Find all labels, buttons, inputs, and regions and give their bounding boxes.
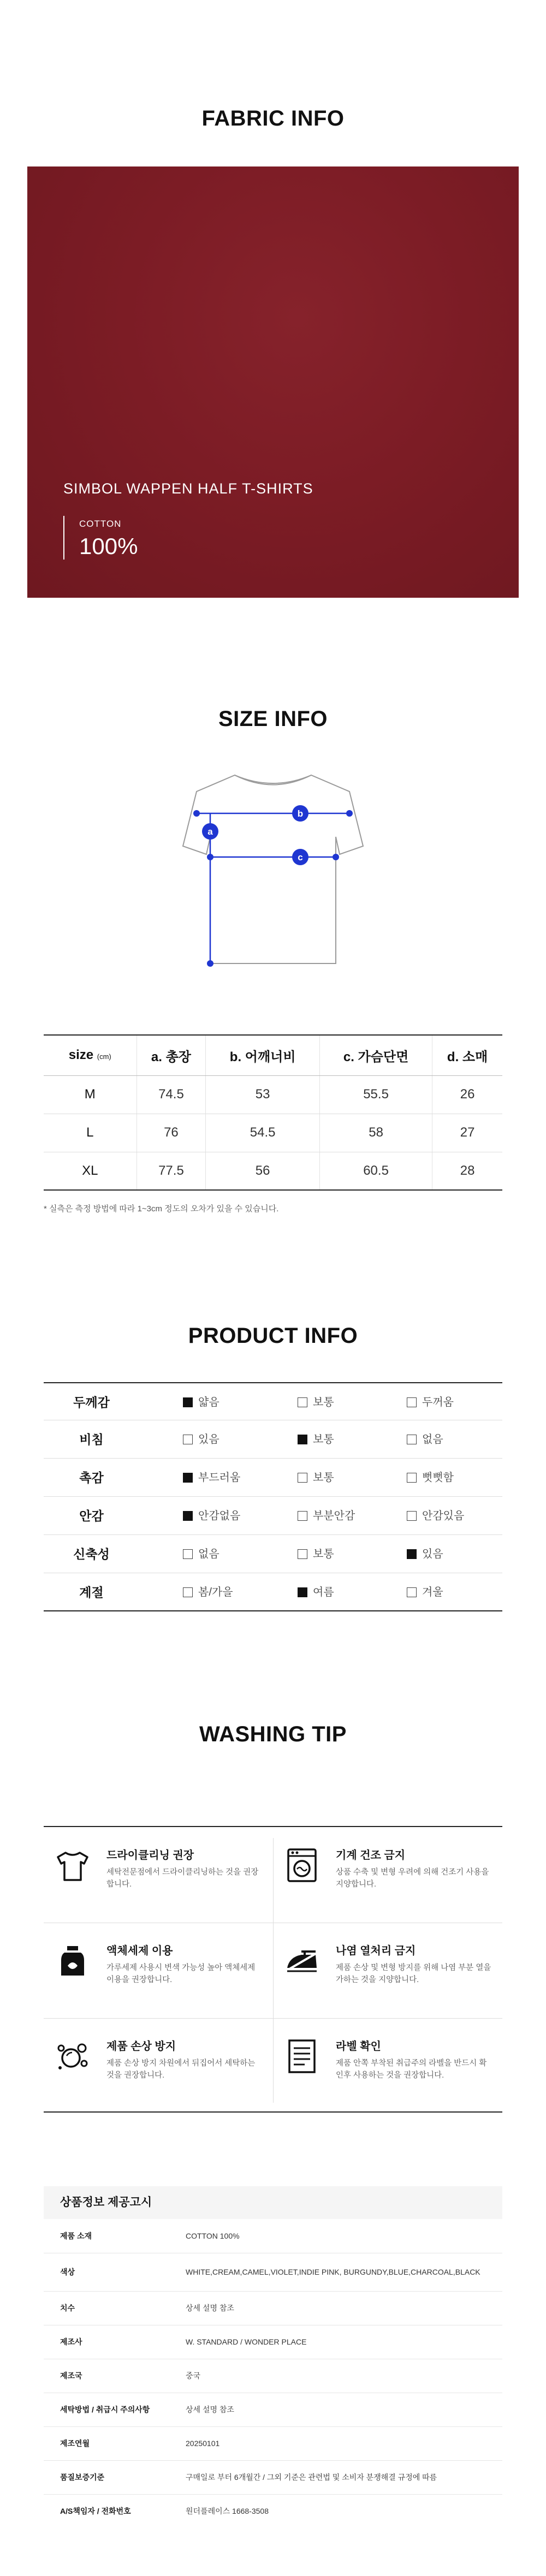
- size-cell: L: [44, 1114, 136, 1152]
- unchecked-box-icon: [407, 1473, 417, 1483]
- washing-tip-title: 라벨 확인: [336, 2040, 381, 2053]
- washing-tip-title: 기계 건조 금지: [336, 1849, 406, 1861]
- column-header: a. 총장: [136, 1035, 206, 1075]
- washing-tip-item: [273, 1827, 502, 1923]
- product-info-option: [298, 1383, 334, 1421]
- washing-tip-item: [44, 1827, 273, 1923]
- notice-key: 치수: [44, 2291, 186, 2325]
- table-row: [44, 2460, 502, 2494]
- table-row: [44, 2219, 502, 2253]
- fabric-material-value: 100%: [79, 533, 138, 559]
- product-info-row: [44, 1535, 502, 1573]
- option-label: 겨울: [422, 1586, 443, 1598]
- notice-value: 원더플레이스 1668-3508: [186, 2507, 269, 2516]
- value-cell: 26: [432, 1075, 502, 1114]
- bubbles-icon: [54, 2037, 92, 2075]
- checked-box-icon: [183, 1397, 193, 1407]
- washing-tip-item: [44, 1923, 273, 2018]
- tshirt-icon: [54, 1846, 92, 1884]
- product-info-option: [183, 1459, 240, 1497]
- product-info-title: PRODUCT INFO: [188, 1324, 358, 1348]
- notice-value: WHITE,CREAM,CAMEL,VIOLET,INDIE PINK, BURGUNDY,BLUE,CHARCOAL,BLACK: [186, 2253, 502, 2291]
- product-notice-table: [44, 2219, 502, 2528]
- washing-tip-item: [273, 1923, 502, 2018]
- option-label: 보통: [313, 1396, 334, 1408]
- product-info-option: [298, 1497, 355, 1535]
- option-label: 여름: [313, 1586, 334, 1598]
- document-icon: [283, 2037, 321, 2075]
- notice-key: 색상: [44, 2253, 186, 2291]
- checked-box-icon: [183, 1511, 193, 1521]
- option-label: 안감있음: [422, 1510, 465, 1522]
- product-info-name: 계절: [79, 1585, 104, 1599]
- fabric-material-label: COTTON: [79, 519, 122, 529]
- washing-tip-title: WASHING TIP: [199, 1722, 347, 1746]
- unchecked-box-icon: [407, 1587, 417, 1597]
- product-info-row: [44, 1420, 502, 1459]
- value-cell: 77.5: [136, 1152, 206, 1190]
- notice-title: 상품정보 제공고시: [44, 2186, 502, 2219]
- product-info-option: [298, 1535, 334, 1573]
- product-info-option: [298, 1573, 334, 1611]
- tshirt-size-diagram: [169, 762, 377, 969]
- unchecked-box-icon: [298, 1549, 307, 1559]
- value-cell: 58: [319, 1114, 432, 1152]
- table-row: [44, 1075, 502, 1114]
- washing-tip-grid: [44, 1826, 502, 2113]
- washing-tip-desc: 가루세제 사용시 변색 가능성 높아 액체세제 이용을 권장합니다.: [106, 1964, 256, 1985]
- unchecked-box-icon: [407, 1435, 417, 1444]
- option-label: 두꺼움: [422, 1396, 454, 1408]
- product-info-option: [407, 1497, 464, 1535]
- size-header-unit: (cm): [97, 1052, 111, 1061]
- notice-key: 품질보증기준: [44, 2460, 186, 2494]
- product-info-row: [44, 1573, 502, 1611]
- checked-box-icon: [298, 1587, 307, 1597]
- product-info-row: [44, 1497, 502, 1535]
- unchecked-box-icon: [183, 1549, 193, 1559]
- notice-key: 제조국: [44, 2359, 186, 2393]
- value-cell: 27: [432, 1114, 502, 1152]
- notice-value: 구매일로 부터 6개월간 / 그외 기준은 관련법 및 소비자 분쟁해결 규정에 따름: [186, 2460, 502, 2494]
- checked-box-icon: [298, 1435, 307, 1444]
- washing-tip-desc: 제품 안쪽 부착된 취급주의 라벨을 반드시 확인후 사용하는 것을 권장합니다.: [336, 2059, 487, 2080]
- unchecked-box-icon: [407, 1511, 417, 1521]
- size-info-title: SIZE INFO: [218, 707, 328, 731]
- notice-value: W. STANDARD / WONDER PLACE: [186, 2325, 502, 2359]
- iron-icon: [283, 1942, 321, 1980]
- product-info-name: 신축성: [73, 1547, 110, 1561]
- washing-tip-item: [44, 2018, 273, 2114]
- option-label: 안감없음: [198, 1510, 241, 1522]
- option-label: 얇음: [198, 1396, 219, 1408]
- product-info-table: [44, 1382, 502, 1611]
- value-cell: 74.5: [136, 1075, 206, 1114]
- option-label: 있음: [422, 1548, 443, 1560]
- product-info-option: [407, 1573, 443, 1611]
- size-cell: XL: [44, 1152, 136, 1190]
- checked-box-icon: [407, 1549, 417, 1559]
- product-info-option: [298, 1420, 334, 1459]
- value-cell: 55.5: [319, 1075, 432, 1114]
- washing-tip-item: [273, 2018, 502, 2114]
- option-label: 있음: [198, 1433, 219, 1445]
- notice-key: 제조사: [44, 2325, 186, 2359]
- table-row: [44, 1114, 502, 1152]
- size-table-header: [44, 1035, 502, 1075]
- notice-value: 상세 설명 참조: [186, 2291, 502, 2325]
- value-cell: 28: [432, 1152, 502, 1190]
- product-info-row: [44, 1382, 502, 1420]
- product-info-name: 두께감: [73, 1395, 110, 1409]
- fabric-swatch: [27, 166, 519, 598]
- product-info-option: [183, 1420, 219, 1459]
- product-info-option: [407, 1420, 443, 1459]
- product-info-option: [407, 1459, 454, 1497]
- washing-tip-title: 나염 열처리 금지: [336, 1945, 416, 1957]
- notice-key: 세탁방법 / 취급시 주의사항: [44, 2393, 186, 2426]
- size-header: [44, 1035, 136, 1075]
- washing-tip-desc: 세탁전문점에서 드라이클리닝하는 것을 권장합니다.: [106, 1868, 259, 1889]
- column-header: b. 어깨너비: [206, 1035, 320, 1075]
- value-cell: 60.5: [319, 1152, 432, 1190]
- option-label: 부분안감: [313, 1510, 355, 1522]
- unchecked-box-icon: [298, 1473, 307, 1483]
- unchecked-box-icon: [298, 1511, 307, 1521]
- value-cell: 54.5: [206, 1114, 320, 1152]
- column-header: d. 소매: [432, 1035, 502, 1075]
- notice-value: 20250101: [186, 2426, 502, 2460]
- marker-c-label: c: [298, 852, 303, 862]
- product-info-option: [183, 1535, 219, 1573]
- marker-a-label: a: [207, 826, 213, 837]
- notice-key: 제품 소재: [44, 2219, 186, 2253]
- value-cell: 76: [136, 1114, 206, 1152]
- option-label: 뻣뻣함: [422, 1472, 454, 1484]
- table-row: [44, 2494, 502, 2528]
- value-cell: 53: [206, 1075, 320, 1114]
- washing-tip-title: 액체세제 이용: [106, 1945, 173, 1957]
- fabric-product-name: SIMBOL WAPPEN HALF T-SHIRTS: [63, 480, 313, 497]
- washing-tip-title: 제품 손상 방지: [106, 2040, 176, 2053]
- product-info-option: [407, 1535, 443, 1573]
- option-label: 보통: [313, 1472, 334, 1484]
- checked-box-icon: [183, 1473, 193, 1483]
- table-row: [44, 2253, 502, 2291]
- unchecked-box-icon: [298, 1397, 307, 1407]
- unchecked-box-icon: [407, 1397, 417, 1407]
- notice-value: 상세 설명 참조: [186, 2393, 502, 2426]
- column-header: c. 가슴단면: [319, 1035, 432, 1075]
- notice-value: COTTON 100%: [186, 2219, 502, 2253]
- table-row: [44, 2325, 502, 2359]
- notice-value: 중국: [186, 2359, 502, 2393]
- size-cell: M: [44, 1075, 136, 1114]
- size-note: * 실측은 측정 방법에 따라 1~3cm 정도의 오차가 있을 수 있습니다.: [44, 1204, 279, 1213]
- product-info-row: [44, 1459, 502, 1497]
- product-info-name: 안감: [79, 1509, 104, 1523]
- washing-tip-desc: 제품 손상 방지 차원에서 뒤집어서 세탁하는 것을 권장합니다.: [106, 2059, 256, 2080]
- washing-tip-desc: 상품 수축 및 변형 우려에 의해 건조기 사용을 지양합니다.: [336, 1868, 489, 1889]
- option-label: 보통: [313, 1548, 334, 1560]
- option-label: 없음: [422, 1433, 443, 1445]
- unchecked-box-icon: [183, 1587, 193, 1597]
- table-row: [44, 1152, 502, 1190]
- product-info-name: 비침: [79, 1432, 104, 1447]
- fabric-divider: [63, 516, 64, 560]
- product-info-option: [183, 1497, 240, 1535]
- unchecked-box-icon: [183, 1435, 193, 1444]
- product-info-option: [298, 1459, 334, 1497]
- fabric-info-title: FABRIC INFO: [201, 106, 345, 130]
- table-row: [44, 2291, 502, 2325]
- table-row: [44, 2393, 502, 2426]
- notice-key: 제조연월: [44, 2426, 186, 2460]
- notice-key: A/S책임자 / 전화번호: [60, 2507, 131, 2516]
- product-info-option: [183, 1383, 219, 1421]
- washing-tip-title: 드라이클리닝 권장: [106, 1849, 194, 1861]
- table-row: [44, 2359, 502, 2393]
- product-info-name: 촉감: [79, 1471, 104, 1485]
- washing-machine-icon: [283, 1846, 321, 1884]
- product-info-option: [183, 1573, 233, 1611]
- product-info-option: [407, 1383, 454, 1421]
- option-label: 부드러움: [198, 1472, 241, 1484]
- marker-b-label: b: [297, 808, 304, 819]
- option-label: 보통: [313, 1433, 334, 1445]
- size-table: [44, 1034, 502, 1191]
- washing-tip-desc: 제품 손상 및 변형 방지를 위해 나염 부분 열을 가하는 것을 지양합니다.: [336, 1964, 491, 1985]
- value-cell: 56: [206, 1152, 320, 1190]
- option-label: 없음: [198, 1548, 219, 1560]
- detergent-icon: [54, 1942, 92, 1980]
- size-header-label: size: [68, 1048, 94, 1063]
- option-label: 봄/가을: [198, 1586, 233, 1598]
- table-row: [44, 2426, 502, 2460]
